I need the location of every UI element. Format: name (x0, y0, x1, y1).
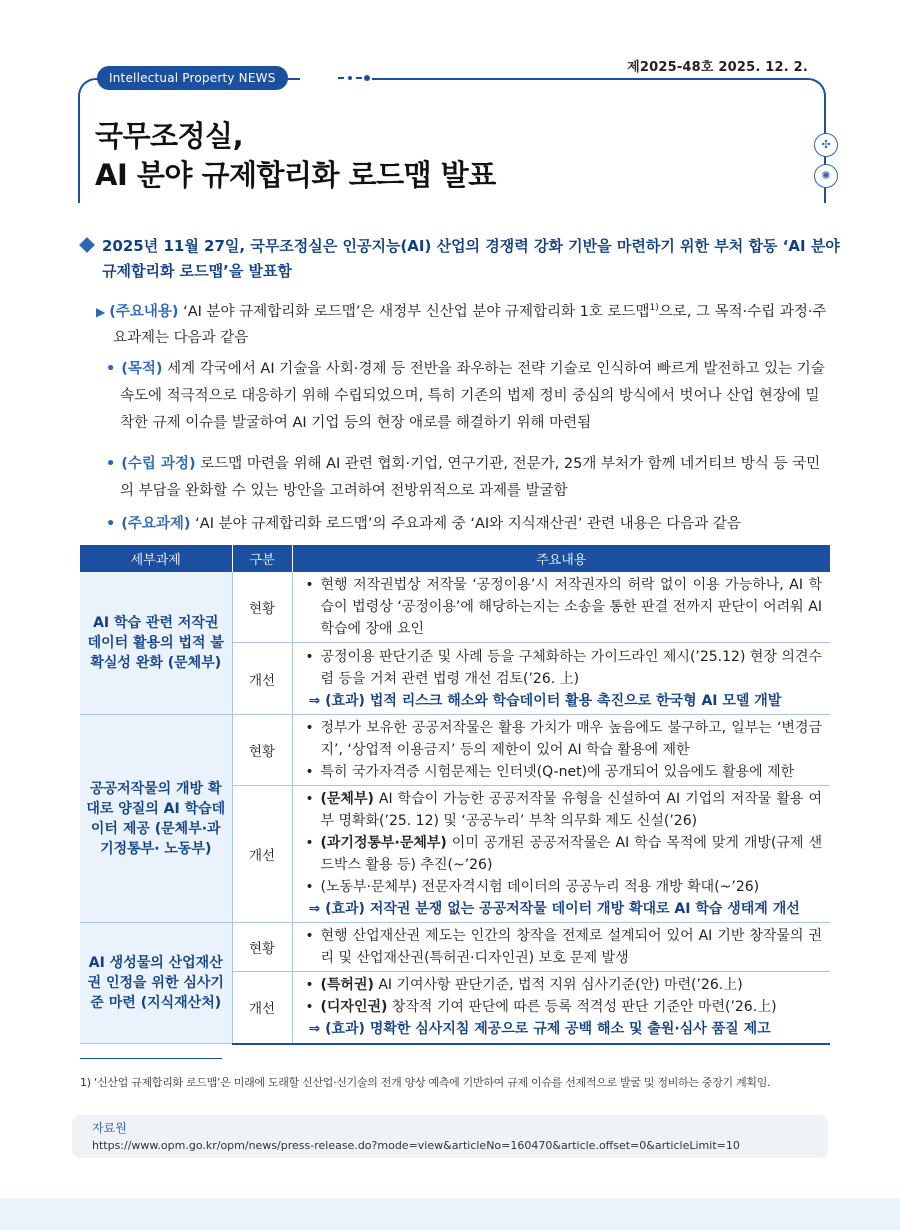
content-item: • 정부가 보유한 공공저작물은 활용 가치가 매우 높음에도 불구하고, 일부는 ‘변경금지’, ‘상업적 이용금지’ 등의 제한이 있어 AI 학습 활용에 제한 (299, 717, 823, 761)
title-line-2: AI 분야 규제합리화 로드맵 발표 (95, 158, 496, 192)
bullet-tasks (106, 511, 828, 538)
header-kind: 구분 (232, 545, 292, 572)
footnote-divider (80, 1058, 222, 1059)
bullet-tag: (목적) (121, 361, 163, 377)
network-icon: ✺ (814, 164, 838, 188)
task-cell: AI 생성물의 산업재산권 인정을 위한 심사기준 마련 (지식재산처) (80, 923, 232, 1044)
dot-icon: • (106, 516, 116, 532)
summary-text: ‘AI 분야 규제합리화 로드맵’은 새정부 신산업 분야 규제합리화 1호 로드맵 (178, 303, 650, 320)
content-item: • (문체부) AI 학습이 가능한 공공저작물 유형을 신설하여 AI 기업의 저작물 활용 여부 명확화(’25. 12) 및 ‘공공누리’ 부착 의무화 제도 신설(’26) (299, 788, 823, 832)
content-item: • (과기정통부·문체부) 이미 공개된 공공저작물은 AI 학습 목적에 맞게 개방(규제 샌드박스 활용 등) 추진(~’26) (299, 832, 823, 876)
cube-bullet-icon (79, 237, 95, 253)
newsletter-badge: Intellectual Property NEWS (97, 66, 288, 90)
bullet-text: 세계 각국에서 AI 기술을 사회·경제 등 전반을 좌우하는 전략 기술로 인식하여 빠르게 발전하고 있는 기술 속도에 적극적으로 대응하기 위해 수립되었으며, 특히 기존의 법제 정비 중심의 방식에서 벗어나 산업 현장에 밀착한 규제 이슈를 발굴하여 AI 기업 등의 현장 애로를 해결하기 위해 마련됨 (120, 361, 825, 431)
table-header-row (80, 545, 830, 572)
bullet-process (106, 451, 828, 505)
bullet-tag: (수립 과정) (121, 456, 196, 472)
kind-cell: 개선 (232, 643, 292, 715)
triangle-bullet-icon: ▶ (96, 304, 106, 319)
effect-text: ⇒ (효과) 저작권 분쟁 없는 공공저작물 데이터 개방 확대로 AI 학습 생태계 개선 (308, 901, 800, 917)
kind-cell: 현황 (232, 572, 292, 643)
content-cell (292, 643, 830, 715)
issue-number: 제2025-48호 2025. 12. 2. (627, 60, 808, 75)
task-cell: AI 학습 관련 저작권 데이터 활용의 법적 불확실성 완화 (문체부) (80, 572, 232, 715)
dot-icon: • (106, 456, 116, 472)
content-item: • (디자인권) 창작적 기여 판단에 따른 등록 적격성 판단 기준안 마련(’26.上) (299, 996, 823, 1018)
content-item: • 현행 저작권법상 저작물 ‘공정이용’시 저작권자의 허락 없이 이용 가능하나, AI 학습이 법령상 ‘공정이용’에 해당하는지는 소송을 통한 판결 전까지 판단이 어려워 AI 학습에 장애 요인 (299, 574, 823, 640)
content-item: • (특허권) AI 기여사항 판단기준, 법적 지위 심사기준(안) 마련(’26.上) (299, 974, 823, 996)
kind-cell: 개선 (232, 972, 292, 1044)
summary-paragraph (96, 295, 836, 351)
title-line-1: 국무조정실, (95, 119, 244, 153)
kind-cell: 현황 (232, 923, 292, 972)
kind-cell: 현황 (232, 715, 292, 786)
content-cell (292, 972, 830, 1044)
lead-text: 2025년 11월 27일, 국무조정실은 인공지능(AI) 산업의 경쟁력 강화 기반을 마련하기 위한 부처 합동 ‘AI 분야 규제합리화 로드맵’을 발표함 (102, 237, 840, 280)
bullet-tag: (주요과제) (121, 516, 191, 532)
content-item: • 특히 국가자격증 시험문제는 인터넷(Q-net)에 공개되어 있음에도 활용에 제한 (299, 761, 823, 783)
bullet-purpose (106, 356, 828, 437)
content-item: • 공정이용 판단기준 및 사례 등을 구체화하는 가이드라인 제시(’25.12) 현장 의견수렴 등을 거쳐 관련 법령 개선 검토(’26. 上) (299, 646, 823, 690)
header-content: 주요내용 (292, 545, 830, 572)
lead-paragraph (80, 234, 840, 284)
page-footer-band (0, 1198, 900, 1230)
footnote-ref[interactable]: 1) (649, 303, 659, 313)
content-cell (292, 572, 830, 643)
source-heading: 자료원 (92, 1121, 127, 1135)
content-cell (292, 786, 830, 923)
table-row (80, 715, 830, 786)
header-task: 세부과제 (80, 545, 232, 572)
decorative-dots (300, 72, 372, 84)
dot-icon: • (106, 361, 116, 377)
task-cell: 공공저작물의 개방 확대로 양질의 AI 학습데이터 제공 (문체부·과기정통부· 노동부) (80, 715, 232, 923)
bullet-text: 로드맵 마련을 위해 AI 관련 협회·기업, 연구기관, 전문가, 25개 부처가 함께 네거티브 방식 등 국민의 부담을 완화할 수 있는 방안을 고려하여 전방위적으로 과제를 발굴함 (120, 456, 821, 499)
content-cell (292, 715, 830, 786)
globe-icon: ✣ (814, 133, 838, 157)
footnote: 1) ‘신산업 규제합리화 로드맵’은 미래에 도래할 신산업·신기술의 전개 양상 예측에 기반하여 규제 이슈를 선제적으로 발굴 및 정비하는 중장기 계획임. (80, 1076, 771, 1089)
content-cell (292, 923, 830, 972)
table-row (80, 923, 830, 972)
roadmap-table (80, 545, 830, 1045)
effect-text: ⇒ (효과) 법적 리스크 해소와 학습데이터 활용 촉진으로 한국형 AI 모델 개발 (308, 692, 782, 709)
content-item: • (노동부·문체부) 전문자격시험 데이터의 공공누리 적용 개방 확대(~’26) (299, 876, 823, 898)
source-link[interactable]: https://www.opm.go.kr/opm/news/press-release.do?mode=view&articleNo=160470&article.offset=0&articleLimit=10 (92, 1139, 740, 1152)
kind-cell: 개선 (232, 786, 292, 923)
summary-text-2: 으로, 그 목적·수립 과정·주요과제는 다음과 같음 (113, 303, 827, 346)
summary-tag: (주요내용) (109, 303, 179, 320)
effect-text: ⇒ (효과) 명확한 심사지침 제공으로 규제 공백 해소 및 출원·심사 품질 제고 (308, 1021, 771, 1038)
page-title (95, 117, 496, 195)
table-row (80, 572, 830, 643)
bullet-text: ‘AI 분야 규제합리화 로드맵’의 주요과제 중 ‘AI와 지식재산권’ 관련 내용은 다음과 같음 (190, 516, 741, 532)
source-box (72, 1115, 828, 1158)
content-item: • 현행 산업재산권 제도는 인간의 창작을 전제로 설계되어 있어 AI 기반 창작물의 권리 및 산업재산권(특허권·디자인권) 보호 문제 발생 (299, 925, 823, 969)
